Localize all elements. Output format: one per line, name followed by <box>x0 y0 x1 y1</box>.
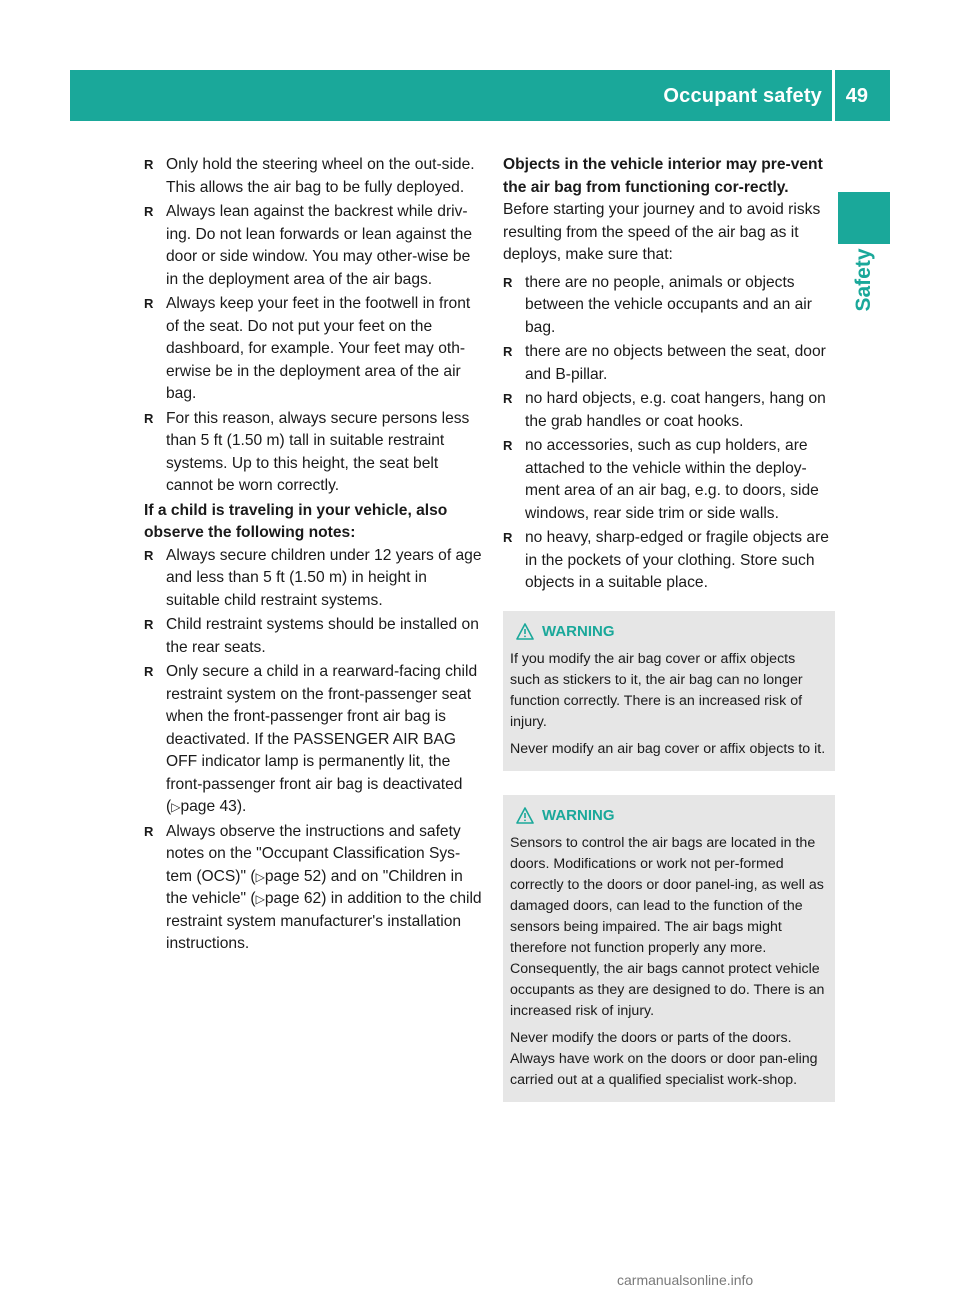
warning-header <box>510 805 828 826</box>
list-item-text: ) in addition to the child restraint system manufacturer's installation instructions. <box>166 890 482 952</box>
list-item-text: Always lean against the backrest while driv-ing. Do not lean forwards or lean against the door or side window. You may other-wise be in the deployment area of the air bags. <box>166 203 472 288</box>
page-reference-link[interactable]: page 52 <box>264 867 322 885</box>
list-item <box>144 201 484 291</box>
section-heading: If a child is traveling in your vehicle, also observe the following notes: <box>144 501 448 541</box>
list-item-text: ). <box>236 798 247 815</box>
page-header <box>70 70 890 121</box>
bullet-mark: R <box>144 296 154 311</box>
bullet-mark: R <box>144 823 154 839</box>
bullet-mark: R <box>144 664 154 679</box>
warning-title: WARNING <box>542 622 615 640</box>
page-reference-link[interactable]: page 43 <box>180 798 237 815</box>
bullet-mark: R <box>503 391 513 406</box>
bullet-mark: R <box>503 438 513 453</box>
warning-box <box>503 611 835 771</box>
bullet-mark: R <box>144 204 154 219</box>
list-item-text: no heavy, sharp-edged or fragile objects are in the pockets of your clothing. Store such objects in a suitable place. <box>525 529 829 591</box>
chapter-tab <box>838 192 890 244</box>
bullet-mark: R <box>503 344 513 359</box>
page-reference-link[interactable]: page 62 <box>264 890 322 907</box>
list-item <box>144 293 484 406</box>
bullet-mark: R <box>144 157 154 172</box>
header-divider <box>832 70 835 121</box>
list-item <box>503 527 835 595</box>
list-item-text: there are no objects between the seat, door and B-pillar. <box>525 343 826 383</box>
intro-text: Before starting your journey and to avoid risks resulting from the speed of the air bag as it deploys, make sure that: <box>503 201 821 263</box>
page-arrow-icon: ▷ <box>171 800 181 814</box>
bullet-mark: R <box>144 410 154 426</box>
list-item-text: Only secure a child in a rearward-facing child restraint system on the front-passenger seat when the front-passenger front air bag is deactivated. If the PASSENGER AIR BAG OFF indicator lamp is permanently lit, the front-passenger front air bag is deactivated ( <box>166 663 478 815</box>
list-item <box>503 272 835 340</box>
warning-header <box>510 621 828 642</box>
left-column <box>144 154 484 958</box>
list-item <box>144 545 484 613</box>
bullet-mark: R <box>144 617 154 632</box>
list-item <box>144 154 484 199</box>
list-item <box>503 341 835 386</box>
bullet-mark: R <box>503 274 513 290</box>
bullet-mark: R <box>144 547 154 563</box>
page-number: 49 <box>845 85 868 107</box>
list-item <box>144 661 484 819</box>
list-item <box>503 435 835 525</box>
list-item-text: no accessories, such as cup holders, are attached to the vehicle within the deploy-ment area of an air bag, e.g. to doors, side windows, rear side trim or side walls. <box>525 437 819 522</box>
list-item <box>144 408 484 498</box>
list-item-text: ) and on "Children in the vehicle" ( <box>166 867 463 907</box>
list-item-text: Always observe the instructions and safety notes on the "Occupant Classification Sys-tem (OCS)" ( <box>166 822 461 885</box>
bullet-mark: R <box>503 530 513 545</box>
list-item-text: Always secure children under 12 years of age and less than 5 ft (1.50 m) in height in suitable child restraint systems. <box>166 546 482 609</box>
watermark-text: carmanualsonline.info <box>617 1272 754 1288</box>
list-item-text: For this reason, always secure persons less than 5 ft (1.50 m) tall in suitable restraint systems. Up to this height, the seat belt cannot be worn correctly. <box>166 409 470 494</box>
warning-text: Sensors to control the air bags are located in the doors. Modifications or work not per-formed correctly to the doors or door panel-ing, as well as damaged doors, can lead to the function of the sensors being impaired. The air bags might therefore not function properly any more. Consequently, the air bags cannot protect vehicle occupants as they are designed to do. There is an increased risk of injury. <box>510 834 825 1019</box>
warning-text: If you modify the air bag cover or affix objects such as stickers to it, the air bag can no longer function correctly. There is an increased risk of injury. <box>510 650 803 730</box>
warning-triangle-icon <box>516 623 534 640</box>
warning-text: Never modify an air bag cover or affix objects to it. <box>510 740 826 757</box>
intro-paragraph <box>503 154 835 267</box>
warning-box <box>503 795 835 1102</box>
intro-heading: Objects in the vehicle interior may pre-vent the air bag from functioning cor-rectly. <box>503 156 823 196</box>
list-item <box>503 388 835 433</box>
page-arrow-icon: ▷ <box>255 892 265 906</box>
chapter-label: Safety <box>852 248 875 312</box>
warning-text: Never modify the doors or parts of the doors. Always have work on the doors or door pan-eling carried out at a qualified specialist work-shop. <box>510 1029 818 1088</box>
list-item-text: Only hold the steering wheel on the out-side. This allows the air bag to be fully deployed. <box>166 156 475 196</box>
list-item-text: no hard objects, e.g. coat hangers, hang on the grab handles or coat hooks. <box>525 390 826 430</box>
list-item-text: there are no people, animals or objects between the vehicle occupants and an air bag. <box>525 273 812 336</box>
page-arrow-icon: ▷ <box>255 869 265 884</box>
section-title: Occupant safety <box>663 85 822 107</box>
list-item <box>144 614 484 659</box>
list-item-text: Child restraint systems should be installed on the rear seats. <box>166 616 479 656</box>
list-item <box>144 821 484 956</box>
warning-title: WARNING <box>542 806 615 824</box>
list-item-text: Always keep your feet in the footwell in front of the seat. Do not put your feet on the dashboard, for example. Your feet may oth-erwise be in the deployment area of the air bag. <box>166 295 471 402</box>
warning-triangle-icon <box>516 807 534 824</box>
right-column <box>503 154 835 1102</box>
